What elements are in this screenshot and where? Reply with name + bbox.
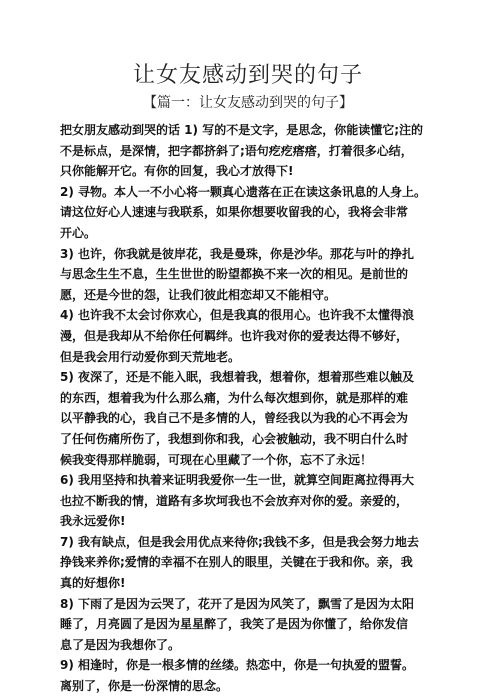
section-heading: 【篇一：让女友感动到哭的句子】 [143, 95, 353, 111]
text-line: 9) 相逢时，你是一根多情的丝缕。热恋中，你是一句执爱的盟誓。 [60, 658, 415, 673]
text-line: 我永远爱你! [60, 514, 126, 529]
text-line: 8) 下雨了是因为云哭了，花开了是因为风笑了，飘雪了是因为太阳 [60, 596, 415, 611]
text-line: 睡了，月亮圆了是因为星星醉了，我笑了是因为你懂了，给你发信 [60, 617, 409, 632]
text-line: 与思念生生不息，生生世世的盼望都换不来一次的相见。是前世的 [60, 267, 409, 282]
text-line: 3) 也许，你我就是彼岸花，我是曼珠，你是沙华。那花与叶的挣扎 [60, 246, 415, 261]
text-line: 只你能解开它。有你的回复，我心才放得下! [60, 164, 294, 179]
text-line: 5) 夜深了，还是不能入眠，我想着我，想着你，想着那些难以触及 [60, 370, 415, 385]
text-line: 了任何伤痛所伤了，我想到你和我，心会被触动，我不明白什么时 [60, 431, 409, 446]
text-line: 的东西，想着我为什么那么痛，为什么每次想到你，就是那样的难 [60, 390, 409, 405]
text-line: 也拉不断我的情，道路有多坎坷我也不会放弃对你的爱。亲爱的， [60, 493, 409, 508]
text-line: 6) 我用坚持和执着来证明我爱你一生一世，就算空间距离拉得再大 [60, 473, 415, 488]
text-line: 开心。 [60, 225, 97, 240]
text-line: 候我变得那样脆弱，可现在心里藏了一个你，忘不了永远！ [60, 452, 373, 467]
text-line: 真的好想你! [60, 576, 126, 591]
text-line: 息了是因为我想你了。 [60, 637, 181, 652]
text-line: 挣钱来养你;爱情的幸福不在别人的眼里，关键在于我和你。亲，我 [60, 555, 413, 570]
text-line: 漫，但是我却从不给你任何羁绊。也许我对你的爱表达得不够好， [60, 328, 409, 343]
text-line: 7) 我有缺点，但是我会用优点来待你;我钱不多，但是我会努力地去 [60, 534, 419, 549]
text-line: 以平静我的心，我自己不是多情的人，曾经我以为我的心不再会为 [60, 411, 409, 426]
text-line: 请这位好心人速速与我联系，如果你想要收留我的心，我将会非常 [60, 205, 409, 220]
text-line: 愿，还是今世的怨，让我们彼此相恋却又不能相守。 [60, 287, 337, 302]
article-body [60, 120, 446, 697]
text-line: 2) 寻物。本人一不小心将一颗真心遗落在正在读这条讯息的人身上。 [60, 184, 427, 199]
text-line: 离别了，你是一份深情的思念。 [60, 679, 229, 694]
page-title: 让女友感动到哭的句子 [132, 63, 363, 88]
text-line: 把女朋友感动到哭的话 1) 写的不是文字，是思念，你能读懂它;注的 [60, 123, 423, 137]
text-line: 4) 也许我不太会讨你欢心，但是我真的很用心。也许我不太懂得浪 [60, 308, 415, 323]
text-line: 但是我会用行动爱你到天荒地老。 [60, 349, 241, 364]
text-line: 不是标点，是深情，把字都挤斜了;语句疙疙瘩瘩，打着很多心结， [60, 143, 413, 158]
